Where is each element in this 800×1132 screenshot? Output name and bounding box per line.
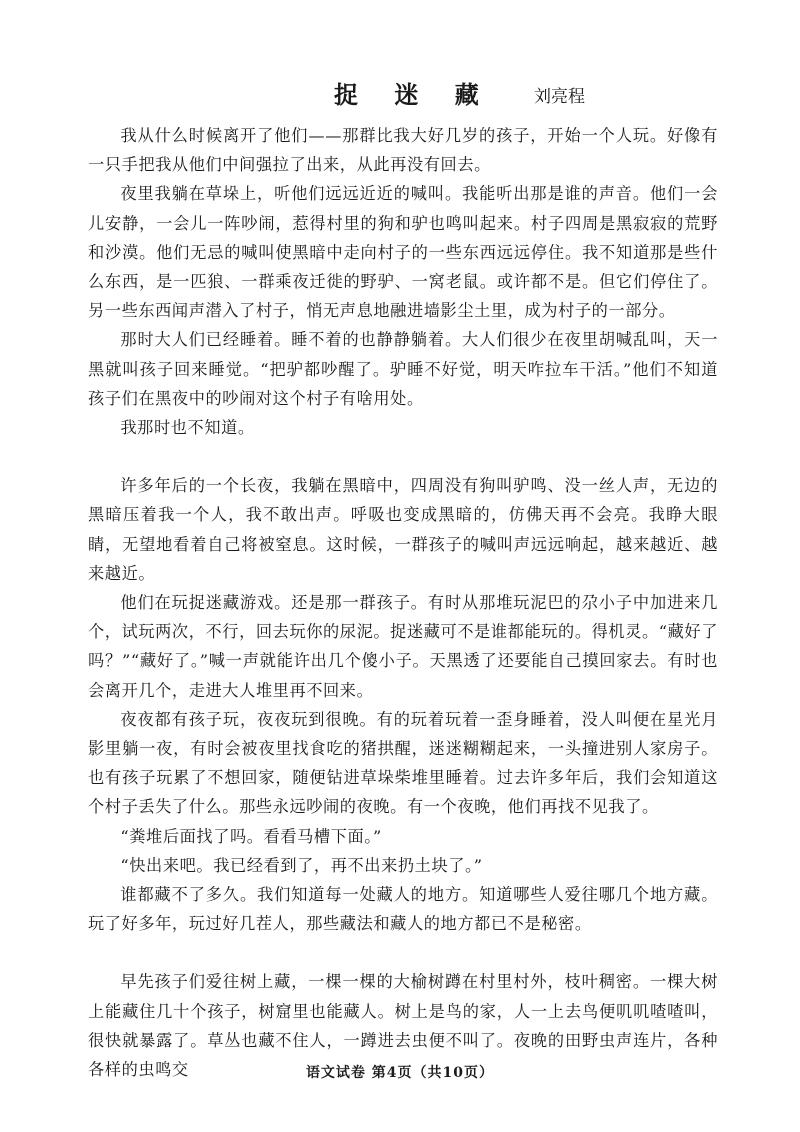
section-break	[88, 442, 718, 471]
paragraph-11: 早先孩子们爱往树上藏，一棵一棵的大榆树蹲在村里村外，枝叶稠密。一棵大树上能藏住几十个孩子，树窟里也能藏人。树上是鸟的家，人一上去鸟便叽叽喳喳叫，很快就暴露了。草丛也藏不住人，一蹲进去虫便不叫了。夜晚的田野虫声连片，各种各样的虫鸣交	[88, 972, 718, 1080]
paragraph-7: 夜夜都有孩子玩，夜夜玩到很晚。有的玩着玩着一歪身睡着，没人叫便在星光月影里躺一夜，有时会被夜里找食吃的猪拱醒，迷迷糊糊起来，一头撞进别人家房子。也有孩子玩累了不想回家，随便钻进草垛柴堆里睡着。过去许多年后，我们会知道这个村子丢失了什么。那些永远吵闹的夜晚。有一个夜晚，他们再找不见我了。	[88, 709, 718, 817]
page-footer: 语文试卷 第4页（共10页）	[305, 1065, 495, 1081]
paragraph-8: “粪堆后面找了吗。看看马槽下面。”	[120, 826, 382, 846]
paragraph-9: “快出来吧。我已经看到了，再不出来扔土块了。”	[120, 855, 483, 875]
paragraph-6: 他们在玩捉迷藏游戏。还是那一群孩子。有时从那堆玩泥巴的尕小子中加进来几个，试玩两次，不行，回去玩你的尿泥。捉迷藏可不是谁都能玩的。得机灵。“藏好了吗？”“藏好了。”喊一声就能许出几个傻小子。天黑透了还要能自己摸回家去。有时也会离开几个，走进大人堆里再不回来。	[88, 593, 719, 700]
title-row	[0, 80, 800, 114]
paragraph-10: 谁都藏不了多久。我们知道每一处藏人的地方。知道哪些人爱往哪几个地方藏。玩了好多年，玩过好几茬人，那些藏法和藏人的地方都已不是秘密。	[88, 885, 718, 934]
paragraph-3: 那时大人们已经睡着。睡不着的也静静躺着。大人们很少在夜里胡喊乱叫，天一黑就叫孩子回来睡觉。“把驴都吵醒了。驴睡不好觉，明天咋拉车干活。”他们不知道孩子们在黑夜中的吵闹对这个村子有啥用处。	[88, 330, 718, 408]
section-break	[88, 938, 718, 967]
paragraph-4: 我那时也不知道。	[120, 418, 255, 438]
paragraph-5: 许多年后的一个长夜，我躺在黑暗中，四周没有狗叫驴鸣、没一丝人声，无边的黑暗压着我一个人，我不敢出声。呼吸也变成黑暗的，仿佛天再不会亮。我睁大眼睛，无望地看着自己将被窒息。这时候，一群孩子的喊叫声远远响起，越来越近、越来越近。	[88, 476, 718, 583]
paragraph-1: 我从什么时候离开了他们——那群比我大好几岁的孩子，开始一个人玩。好像有一只手把我从他们中间强拉了出来，从此再没有回去。	[88, 126, 718, 175]
essay-title: 捉 迷 藏	[334, 80, 493, 109]
essay-body	[88, 121, 718, 1084]
paragraph-2: 夜里我躺在草垛上，听他们远远近近的喊叫。我能听出那是谁的声音。他们一会儿安静，一会儿一阵吵闹，惹得村里的狗和驴也鸣叫起来。村子四周是黑寂寂的荒野和沙漠。他们无忌的喊叫使黑暗中走向村子的一些东西远远停住。我不知道那是些什么东西，是一匹狼、一群乘夜迁徙的野驴、一窝老鼠。或许都不是。但它们停住了。另一些东西闻声潜入了村子，悄无声息地融进墙影尘土里，成为村子的一部分。	[88, 184, 718, 321]
essay-author: 刘亮程	[534, 87, 585, 107]
